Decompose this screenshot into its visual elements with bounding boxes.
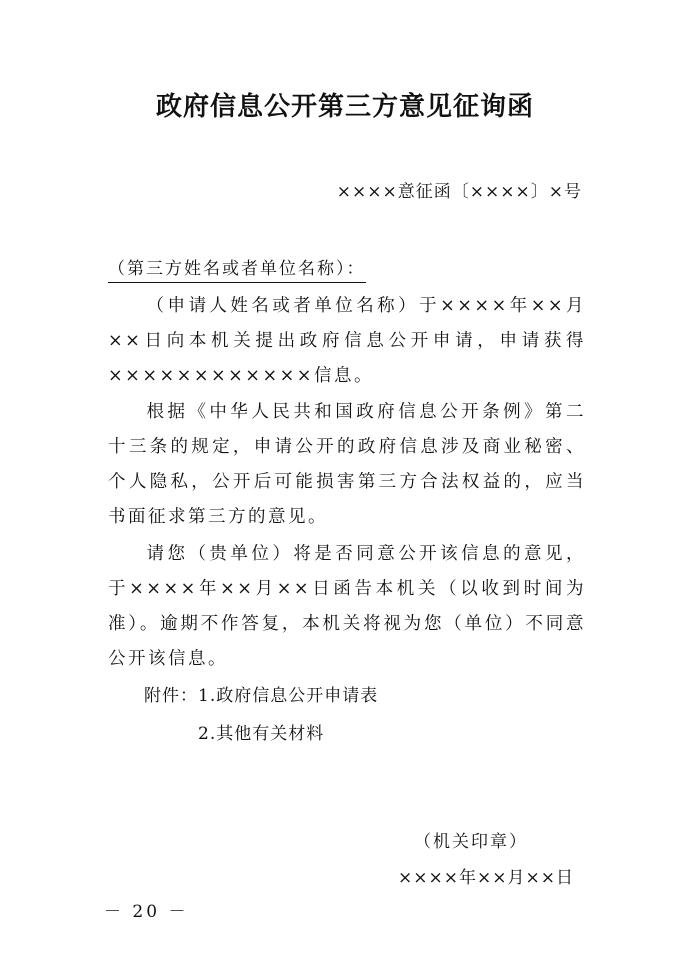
document-title: 政府信息公开第三方意见征询函 [155,92,534,122]
attachments-label: 附件： [144,686,198,706]
attachment-item-1: 1.政府信息公开申请表 [198,686,379,706]
attachment-item-2: 2.其他有关材料 [198,724,325,744]
page-number: － 20 － [104,902,189,922]
body-paragraph-3: 请您（贵单位）将是否同意公开该信息的意见，于××××年××月××日函告本机关（以收到时间为准）。逾期不作答复，本机关将视为您（单位）不同意公开该信息。 [108,544,586,669]
agency-seal-placeholder: （机关印章） [414,832,528,852]
document-date: ××××年××月××日 [398,868,574,888]
addressee-line: （第三方姓名或者单位名称）： [108,257,366,283]
body-paragraph-1: （申请人姓名或者单位名称）于××××年××月××日向本机关提出政府信息公开申请，申请获得××××××××××××信息。 [108,296,586,386]
document-number: ××××意征函〔××××〕×号 [336,182,582,202]
body-paragraph-2: 根据《中华人民共和国政府信息公开条例》第二十三条的规定，申请公开的政府信息涉及商业秘密、个人隐私，公开后可能损害第三方合法权益的，应当书面征求第三方的意见。 [108,402,586,527]
